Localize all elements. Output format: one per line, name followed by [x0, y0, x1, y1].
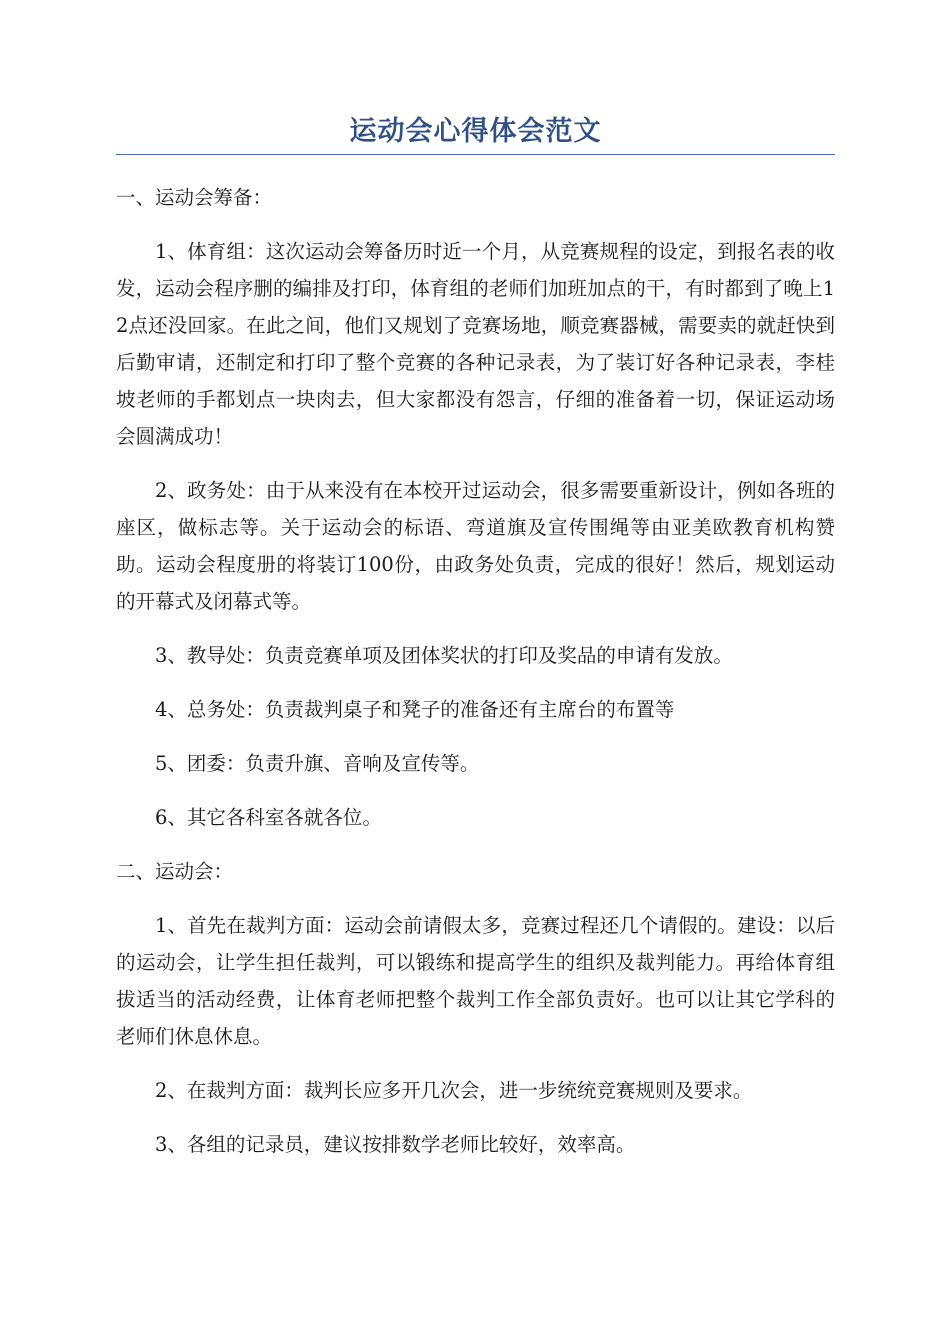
title-underline: [116, 154, 835, 155]
paragraph: 2、政务处：由于从来没有在本校开过运动会，很多需要重新设计，例如各班的座区，做标志等。关于运动会的标语、弯道旗及宣传围绳等由亚美欧教育机构赞助。运动会程度册的将装订100份，由政务处负责，完成的很好！然后，规划运动的开幕式及闭幕式等。: [116, 479, 835, 613]
paragraph: 1、体育组：这次运动会筹备历时近一个月，从竞赛规程的设定，到报名表的收发，运动会程序删的编排及打印，体育组的老师们加班加点的干，有时都到了晚上12点还没回家。在此之间，他们又规划了竞赛场地，顺竞赛器械，需要卖的就赶快到后勤审请，还制定和打印了整个竞赛的各种记录表，为了装订好各种记录表，李桂坡老师的手都划点一块肉去，但大家都没有怨言，仔细的准备着一切，保证运动场会圆满成功！: [116, 240, 835, 448]
paragraph: 5、团委：负责升旗、音响及宣传等。: [155, 752, 480, 775]
paragraph: 3、教导处：负责竞赛单项及团体奖状的打印及奖品的申请有发放。: [155, 644, 733, 667]
paragraph: 3、各组的记录员，建议按排数学老师比较好，效率高。: [155, 1133, 636, 1156]
section-2: [116, 853, 835, 1163]
paragraph: 6、其它各科室各就各位。: [155, 806, 382, 829]
document-page: [116, 112, 835, 1180]
section-heading: 一、运动会筹备：: [116, 186, 273, 209]
paragraph: 1、首先在裁判方面：运动会前请假太多，竞赛过程还几个请假的。建设：以后的运动会，让学生担任裁判，可以锻练和提高学生的组织及裁判能力。再给体育组拔适当的活动经费，让体育老师把整个裁判工作全部负责好。也可以让其它学科的老师们休息休息。: [116, 914, 835, 1048]
section-1: [116, 179, 835, 836]
paragraph: 2、在裁判方面：裁判长应多开几次会，进一步统统竞赛规则及要求。: [155, 1079, 753, 1102]
document-title: 运动会心得体会范文: [349, 116, 602, 147]
paragraph: 4、总务处：负责裁判桌子和凳子的准备还有主席台的布置等: [155, 698, 675, 721]
section-heading: 二、运动会：: [116, 860, 234, 883]
